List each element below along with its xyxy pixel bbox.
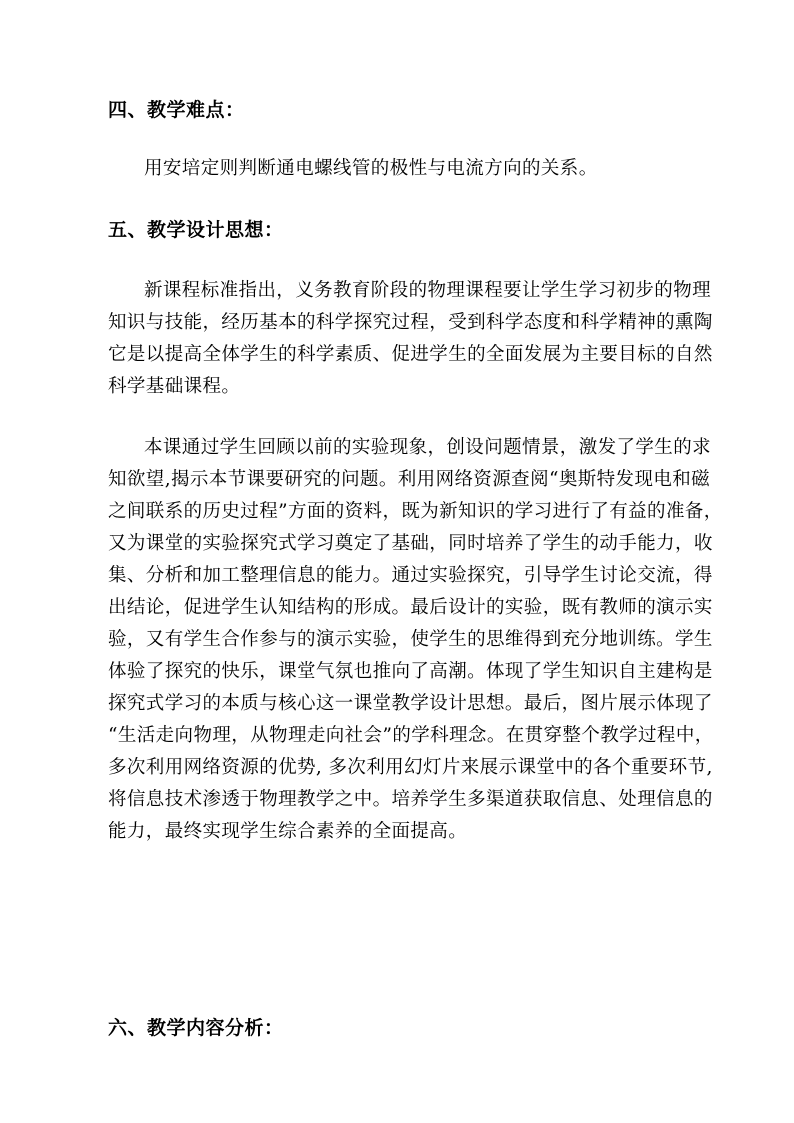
paragraph-2-line-7: 验，又有学生合作参与的演示实验，使学生的思维得到充分地训练。学生: [108, 629, 713, 650]
paragraph-2-line-9: 探究式学习的本质与核心这一课堂教学设计思想。最后，图片展示体现了: [108, 693, 713, 714]
heading-content-analysis: 六、教学内容分析：: [108, 1017, 284, 1039]
paragraph-1-line-4: 科学基础课程。: [108, 376, 241, 397]
paragraph-1-line-1: 新课程标准指出，义务教育阶段的物理课程要让学生学习初步的物理: [144, 280, 712, 301]
paragraph-1-line-3: 它是以提高全体学生的科学素质、促进学生的全面发展为主要目标的自然: [108, 344, 713, 365]
paragraph-2-line-3: 之间联系的历史过程”方面的资料，既为新知识的学习进行了有益的准备，: [108, 501, 723, 522]
paragraph-2-line-13: 能力，最终实现学生综合素养的全面提高。: [108, 821, 468, 842]
paragraph-2-line-11: 多次利用网络资源的优势, 多次利用幻灯片来展示课堂中的各个重要环节,: [108, 757, 713, 778]
paragraph-2-line-5: 集、分析和加工整理信息的能力。通过实验探究，引导学生讨论交流，得: [108, 565, 713, 586]
heading-teaching-difficulty: 四、教学难点：: [108, 99, 245, 121]
heading-design-idea: 五、教学设计思想：: [108, 219, 284, 241]
paragraph-1-line-2: 知识与技能，经历基本的科学探究过程，受到科学态度和科学精神的熏陶: [108, 312, 713, 333]
paragraph-2-line-8: 体验了探究的快乐，课堂气氛也推向了高潮。体现了学生知识自主建构是: [108, 661, 713, 682]
paragraph-2-line-12: 将信息技术渗透于物理教学之中。培养学生多渠道获取信息、处理信息的: [108, 789, 713, 810]
difficulty-text: 用安培定则判断通电螺线管的极性与电流方向的关系。: [144, 158, 598, 179]
paragraph-2-line-6: 出结论，促进学生认知结构的形成。最后设计的实验，既有教师的演示实: [108, 597, 713, 618]
paragraph-2-line-10: “生活走向物理，从物理走向社会”的学科理念。在贯穿整个教学过程中，: [108, 725, 714, 746]
paragraph-2-line-4: 又为课堂的实验探究式学习奠定了基础，同时培养了学生的动手能力，收: [108, 533, 713, 554]
paragraph-2-line-2: 知欲望,揭示本节课要研究的问题。利用网络资源查阅“奥斯特发现电和磁: [108, 469, 711, 490]
paragraph-2-line-1: 本课通过学生回顾以前的实验现象，创设问题情景，激发了学生的求: [144, 437, 712, 458]
